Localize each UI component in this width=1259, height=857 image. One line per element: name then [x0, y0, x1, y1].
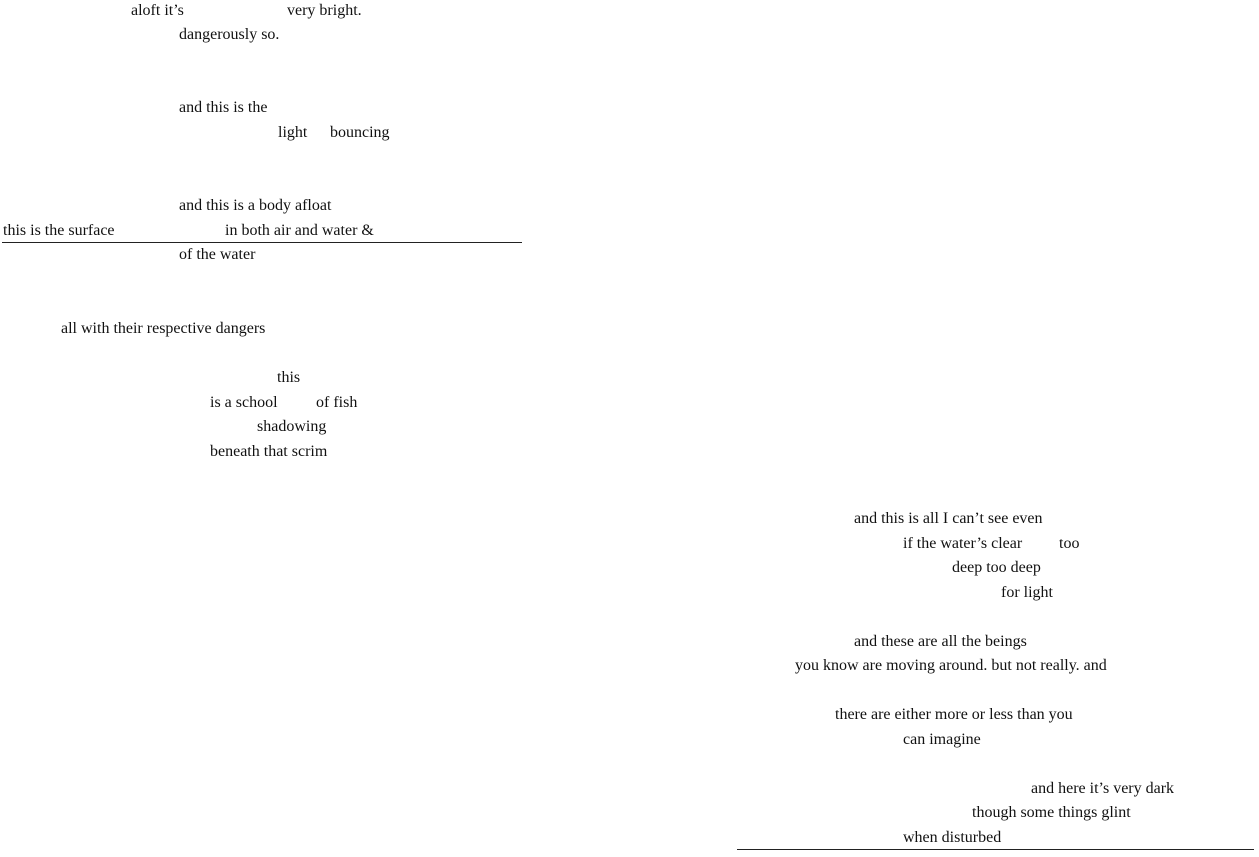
line-very-bright: very bright.: [287, 2, 362, 19]
line-body-afloat: and this is a body afloat: [179, 197, 332, 214]
line-is-a-school: is a school: [210, 394, 278, 411]
line-deep-too-deep: deep too deep: [952, 559, 1041, 576]
line-aloft: aloft it’s: [131, 2, 184, 19]
line-surface: this is the surface: [3, 222, 115, 239]
line-dangers: all with their respective dangers: [61, 320, 266, 337]
line-too: too: [1059, 535, 1080, 552]
line-of-fish: of fish: [316, 394, 358, 411]
line-of-the-water: of the water: [179, 246, 256, 263]
line-and-this-is-the: and this is the: [179, 99, 268, 116]
line-both-air-water: in both air and water &: [225, 222, 374, 239]
line-water-clear: if the water’s clear: [903, 535, 1023, 552]
line-more-or-less: there are either more or less than you: [835, 706, 1073, 723]
surface-rule: [2, 242, 522, 243]
line-very-dark: and here it’s very dark: [1031, 780, 1175, 797]
line-beings: and these are all the beings: [854, 633, 1027, 650]
bottom-rule: [737, 849, 1254, 850]
line-glint: though some things glint: [972, 804, 1131, 821]
line-can-imagine: can imagine: [903, 731, 981, 748]
line-light: light: [278, 124, 308, 141]
line-beneath-scrim: beneath that scrim: [210, 443, 328, 460]
line-for-light: for light: [1001, 584, 1053, 601]
line-moving-around: you know are moving around. but not really. and: [795, 657, 1107, 674]
line-this: this: [277, 369, 301, 386]
line-disturbed: when disturbed: [903, 829, 1002, 846]
line-shadowing: shadowing: [257, 418, 327, 435]
line-cant-see: and this is all I can’t see even: [854, 510, 1043, 527]
line-bouncing: bouncing: [330, 124, 390, 141]
line-dangerously: dangerously so.: [179, 26, 280, 43]
